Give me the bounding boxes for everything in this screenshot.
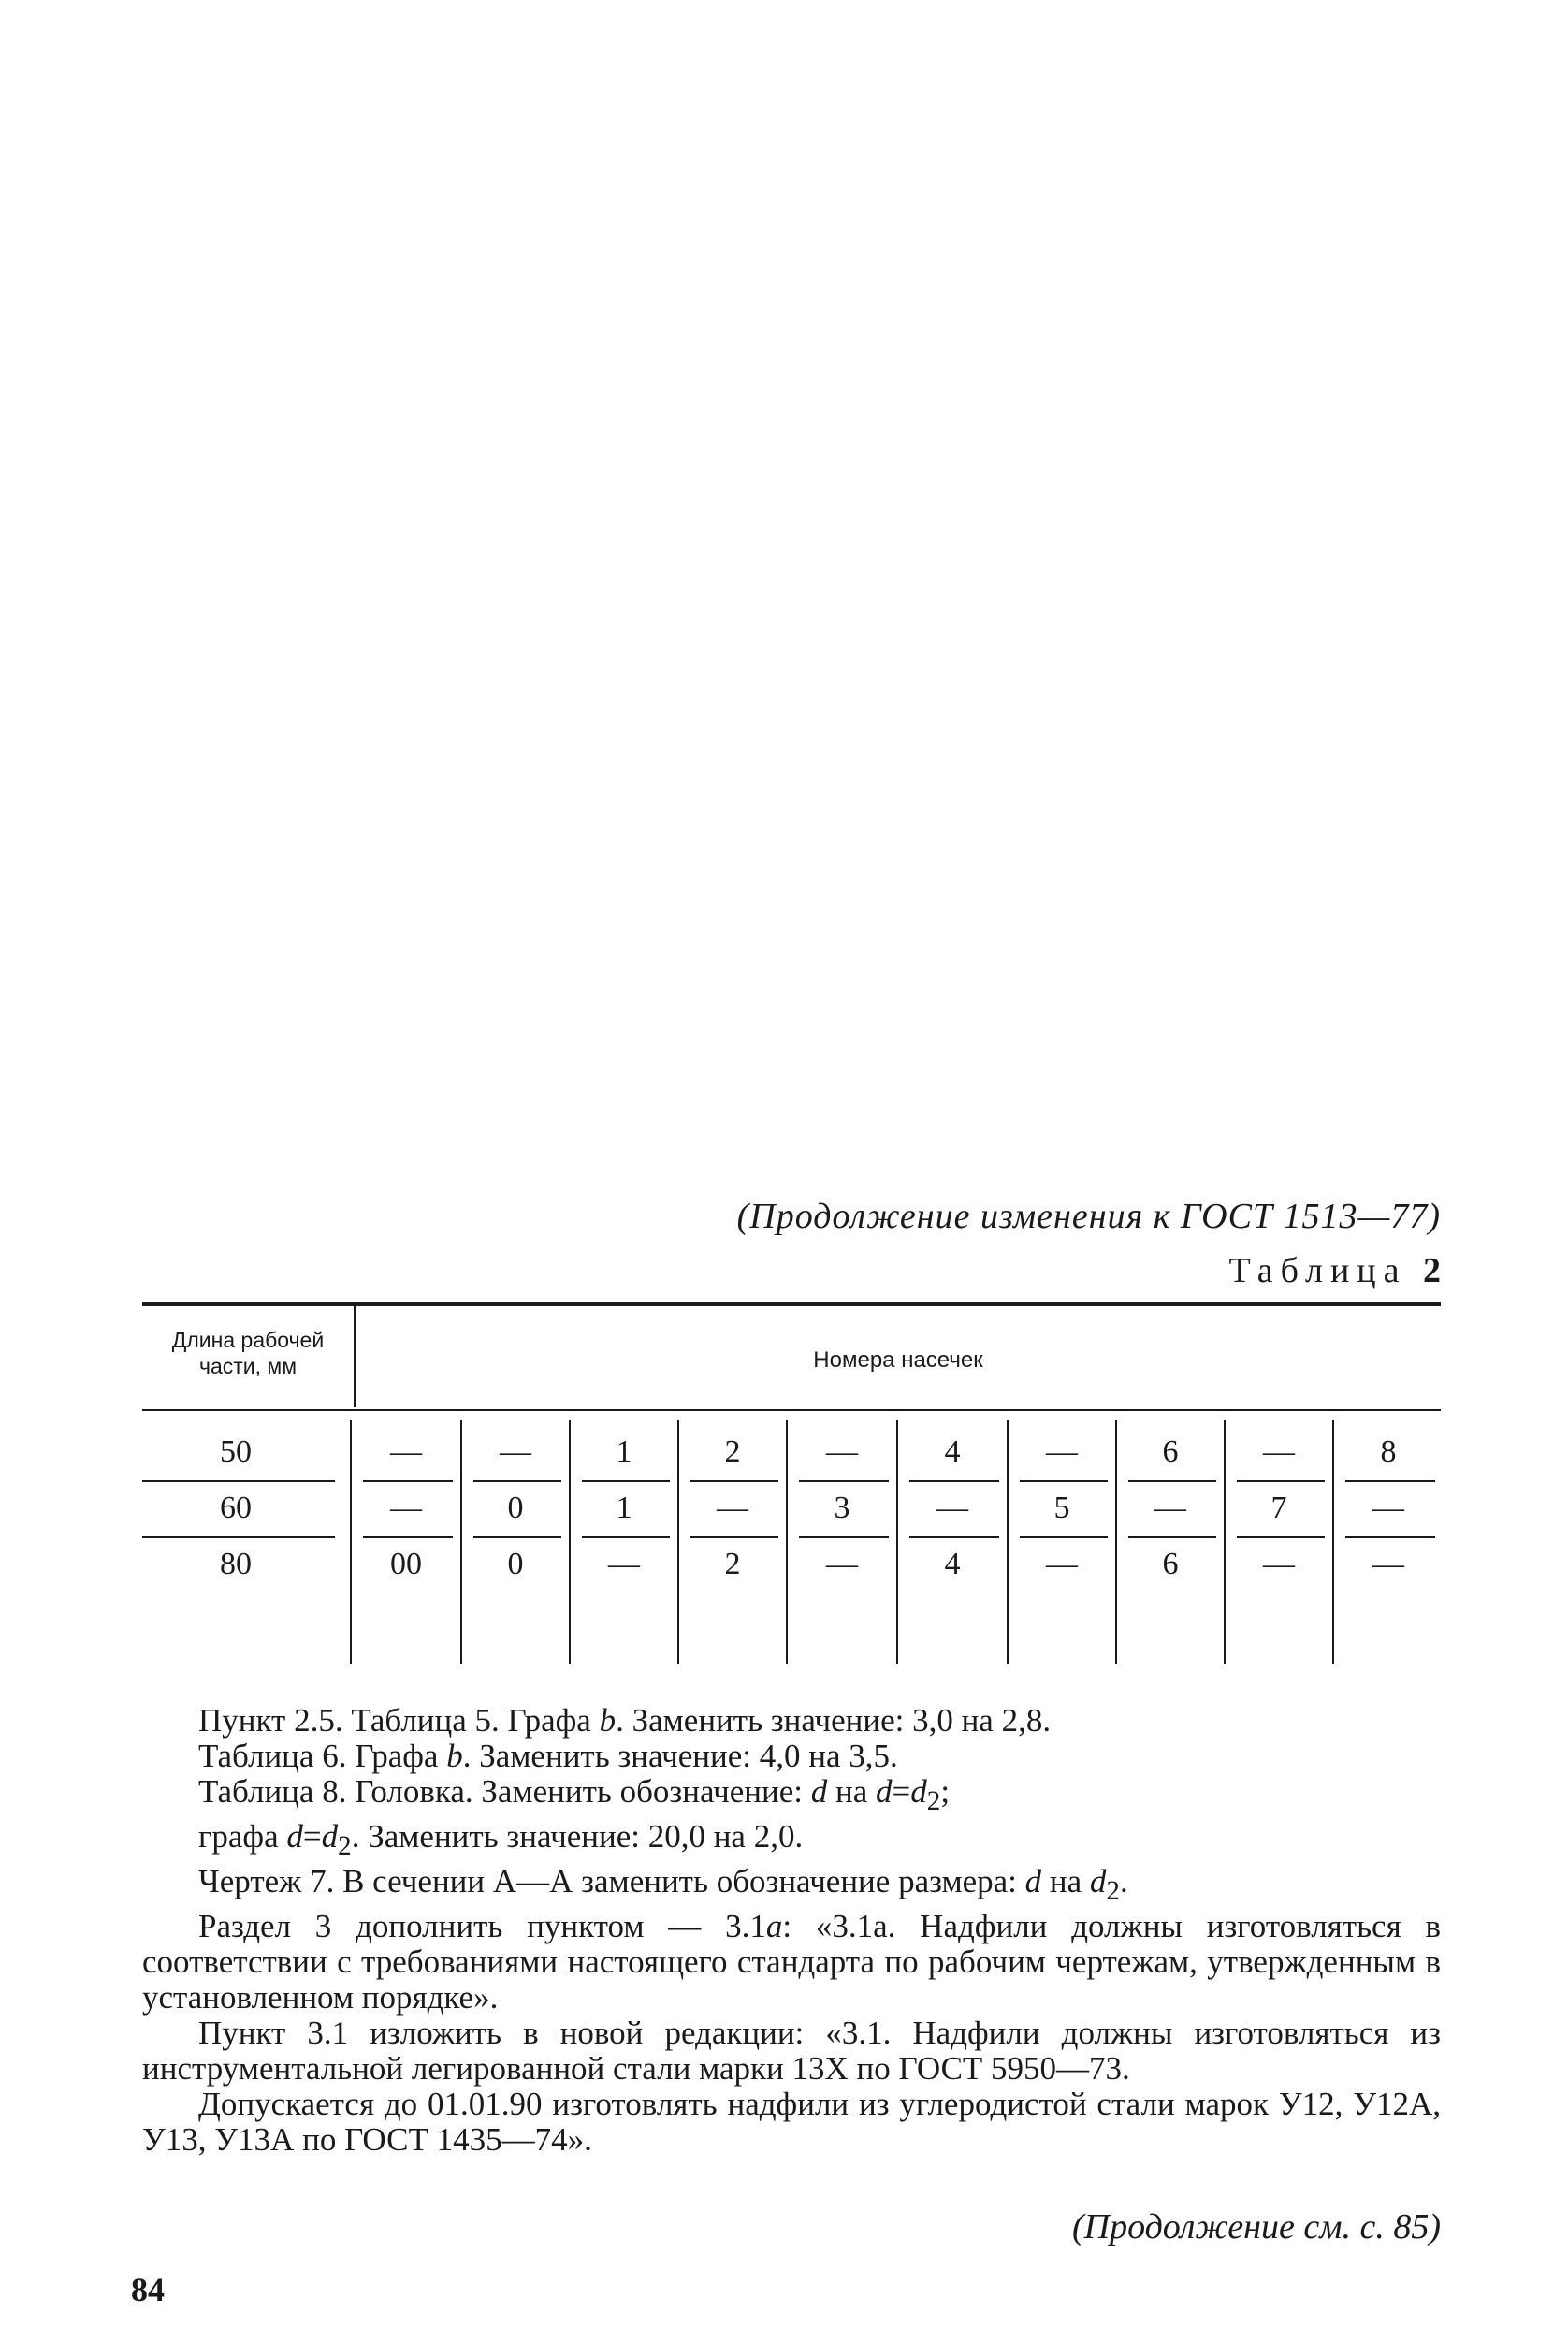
- cell-cut-number: —: [1046, 1547, 1078, 1581]
- table-column-divider: [569, 1420, 571, 1664]
- page-number: 84: [131, 2271, 165, 2308]
- cell-cut-number: 2: [724, 1547, 741, 1581]
- row-rule-segment: [473, 1480, 561, 1482]
- continuation-header: (Продолжение изменения к ГОСТ 1513—77): [736, 1197, 1441, 1236]
- cell-cut-number: 4: [944, 1547, 961, 1581]
- row-rule-segment: [582, 1480, 670, 1482]
- paragraph: Таблица 8. Головка. Заменить обозначение: d на $d=d_2$;: [198, 1773, 951, 1816]
- table-header-length: [142, 1327, 354, 1379]
- cell-cut-number: 6: [1162, 1547, 1179, 1581]
- row-rule-segment: [363, 1536, 453, 1538]
- cell-cut-number: 3: [834, 1491, 850, 1525]
- row-rule-segment: [1237, 1480, 1325, 1482]
- cell-cut-number: —: [500, 1434, 531, 1469]
- cell-cut-number: —: [390, 1491, 422, 1525]
- row-rule-segment: [363, 1480, 453, 1482]
- row-rule-segment: [1345, 1536, 1435, 1538]
- row-rule-segment: [142, 1536, 335, 1538]
- table-header-rule: [142, 1409, 1441, 1411]
- row-rule-segment: [582, 1536, 670, 1538]
- row-rule-segment: [142, 1480, 335, 1482]
- cell-cut-number: —: [390, 1434, 422, 1469]
- paragraph: Таблица 6. Графа b. Заменить значение: 4,0 на 3,5.: [198, 1738, 898, 1774]
- cell-length: 80: [220, 1547, 252, 1581]
- continuation-footer: (Продолжение см. с. 85): [1071, 2207, 1441, 2247]
- row-rule-segment: [690, 1480, 778, 1482]
- row-rule-segment: [799, 1536, 889, 1538]
- table-column-divider: [1224, 1420, 1226, 1664]
- cell-cut-number: —: [608, 1547, 640, 1581]
- cell-cut-number: —: [1263, 1434, 1295, 1469]
- row-rule-segment: [1020, 1536, 1108, 1538]
- cell-cut-number: —: [717, 1491, 748, 1525]
- cell-cut-number: —: [1372, 1547, 1404, 1581]
- row-rule-segment: [1128, 1536, 1216, 1538]
- cell-cut-number: 7: [1270, 1491, 1287, 1525]
- row-rule-segment: [1237, 1536, 1325, 1538]
- cell-cut-number: 2: [724, 1434, 741, 1469]
- table-header-length-line2: части, мм: [198, 1354, 298, 1378]
- table-column-divider: [460, 1420, 462, 1664]
- paragraph: Допускается до 01.01.90 изготовлять надфили из углеродистой стали марок У12, У12А, У13, У13А по ГОСТ 1435—74».: [142, 2086, 1441, 2158]
- cell-cut-number: —: [1372, 1491, 1404, 1525]
- table-column-divider: [1115, 1420, 1117, 1664]
- cell-cut-number: 5: [1053, 1491, 1070, 1525]
- cell-cut-number: —: [826, 1434, 858, 1469]
- cell-cut-number: 1: [616, 1491, 632, 1525]
- cell-cut-number: 8: [1380, 1434, 1397, 1469]
- paragraph: Пункт 3.1 изложить в новой редакции: «3.1. Надфили должны изготовляться из инструментальной легированной стали марки 13Х по ГОСТ 5950—73.: [142, 2015, 1441, 2087]
- paragraph: Пункт 2.5. Таблица 5. Графа b. Заменить значение: 3,0 на 2,8.: [198, 1702, 1052, 1739]
- cell-length: 60: [220, 1491, 252, 1525]
- table-title: [936, 1250, 1441, 1291]
- row-rule-segment: [909, 1536, 999, 1538]
- table-title-number: 2: [1423, 1251, 1441, 1290]
- row-rule-segment: [1020, 1480, 1108, 1482]
- table-column-divider: [896, 1420, 898, 1664]
- cell-cut-number: 0: [507, 1491, 524, 1525]
- paragraph: Чертеж 7. В сечении А—А заменить обозначение размера: d на $d_2$.: [198, 1863, 1128, 1906]
- table-column-divider: [677, 1420, 679, 1664]
- cell-length: 50: [220, 1434, 252, 1469]
- amendment-text: [142, 1703, 1441, 2158]
- cell-cut-number: 0: [507, 1547, 524, 1581]
- cell-cut-number: 1: [616, 1434, 632, 1469]
- table-column-divider: [786, 1420, 788, 1664]
- table-column-divider: [1332, 1420, 1334, 1664]
- row-rule-segment: [473, 1536, 561, 1538]
- paragraph: Раздел 3 дополнить пунктом — 3.1а: «3.1а. Надфили должны изготовляться в соответствии с требованиями настоящего стандарта по рабочим чертежам, утвержденным в установленном порядке».: [142, 1908, 1441, 2016]
- table-header-length-line1: Длина рабочей: [171, 1328, 325, 1352]
- cell-cut-number: —: [1263, 1547, 1295, 1581]
- row-rule-segment: [690, 1536, 778, 1538]
- row-rule-segment: [909, 1480, 999, 1482]
- table-column-divider: [1007, 1420, 1009, 1664]
- row-rule-segment: [799, 1480, 889, 1482]
- table-title-word: Таблица: [1228, 1251, 1407, 1290]
- row-rule-segment: [1128, 1480, 1216, 1482]
- row-rule-segment: [1345, 1480, 1435, 1482]
- table-header-cut-numbers: Номера насечек: [813, 1347, 983, 1373]
- table-column-divider: [350, 1420, 352, 1664]
- cell-cut-number: —: [826, 1547, 858, 1581]
- cell-cut-number: —: [936, 1491, 968, 1525]
- cell-cut-number: —: [1154, 1491, 1186, 1525]
- cell-cut-number: 00: [390, 1547, 422, 1581]
- table-top-rule: [142, 1302, 1441, 1306]
- cell-cut-number: —: [1046, 1434, 1078, 1469]
- cell-cut-number: 6: [1162, 1434, 1179, 1469]
- cell-cut-number: 4: [944, 1434, 961, 1469]
- paragraph: графа $d=d_2$. Заменить значение: 20,0 на 2,0.: [198, 1818, 804, 1861]
